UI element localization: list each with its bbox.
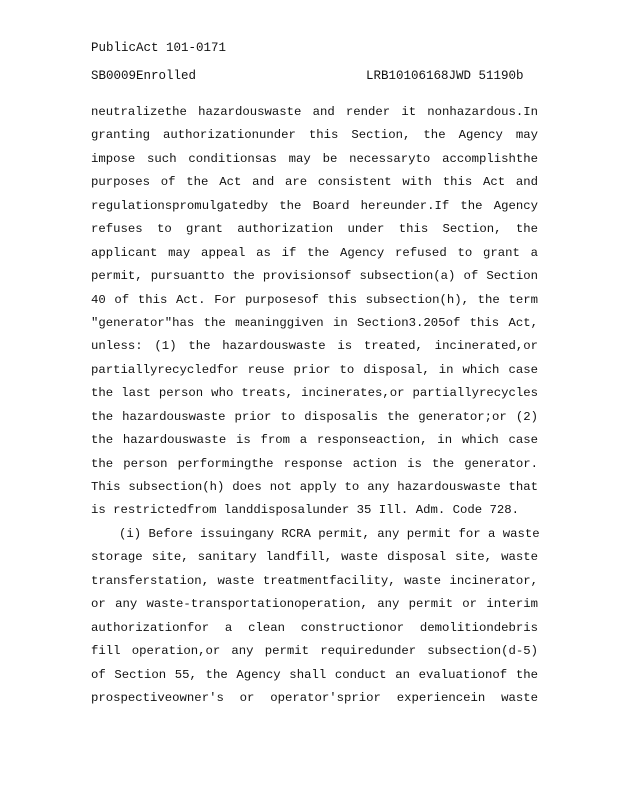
text-line: regulationspromulgatedby the Board hereunder.If the Agency [91, 198, 538, 213]
text-line: 40 of this Act. For purposesof this subsection(h), the term [91, 292, 538, 307]
text-line: neutralizethe hazardouswaste and render it nonhazardous.In [91, 105, 538, 119]
text-line: refuses to grant authorization under this Section, the [91, 222, 538, 237]
body-text [91, 104, 538, 713]
text-line: granting authorizationunder this Section, the Agency may [91, 128, 538, 143]
text-line: permit, pursuantto the provisionsof subsection(a) of Section [91, 269, 538, 284]
text-line: is restrictedfrom landdisposalunder 35 Ill. Adm. Code 728. [91, 503, 520, 518]
text-line: fill operation,or any permit requiredunder subsection(d-5) [91, 644, 538, 659]
text-line: the hazardouswaste prior to disposalis the generator;or (2) [91, 409, 538, 424]
text-line: the last person who treats, incinerates,or partiallyrecycles [91, 386, 538, 401]
text-line: authorizationfor a clean constructionor demolitiondebris [91, 620, 538, 635]
text-line: storage site, sanitary landfill, waste disposal site, waste [91, 550, 538, 565]
text-line: transferstation, waste treatmentfacility, waste incinerator, [91, 573, 538, 588]
text-line: This subsection(h) does not apply to any hazardouswaste that [91, 480, 538, 494]
text-line: unless: (1) the hazardouswaste is treated, incinerated,or [91, 339, 538, 354]
text-line: "generator"has the meaninggiven in Section3.205of this Act, [91, 315, 538, 330]
text-line: purposes of the Act and are consistent with this Act and [91, 175, 538, 190]
text-line: applicant may appeal as if the Agency refused to grant a [91, 245, 538, 260]
text-line: the hazardouswaste is from a responseaction, in which case [91, 433, 538, 448]
text-line: prospectiveowner's or operator'sprior experiencein waste [91, 690, 538, 705]
text-line: impose such conditionsas may be necessaryto accomplishthe [91, 151, 538, 166]
lrb-code: LRB10106168JWD 51190b [366, 69, 524, 83]
text-line: of Section 55, the Agency shall conduct an evaluationof the [91, 667, 538, 682]
text-line: partiallyrecycledfor reuse prior to disposal, in which case [91, 362, 538, 377]
text-line: or any waste-transportationoperation, any permit or interim [91, 597, 538, 612]
text-line: (i) Before issuingany RCRA permit, any permit for a waste [119, 526, 540, 541]
public-act-title: PublicAct 101-0171 [91, 41, 227, 55]
bill-identifier: SB0009Enrolled [91, 69, 197, 83]
text-line: the person performingthe response action is the generator. [91, 456, 538, 471]
